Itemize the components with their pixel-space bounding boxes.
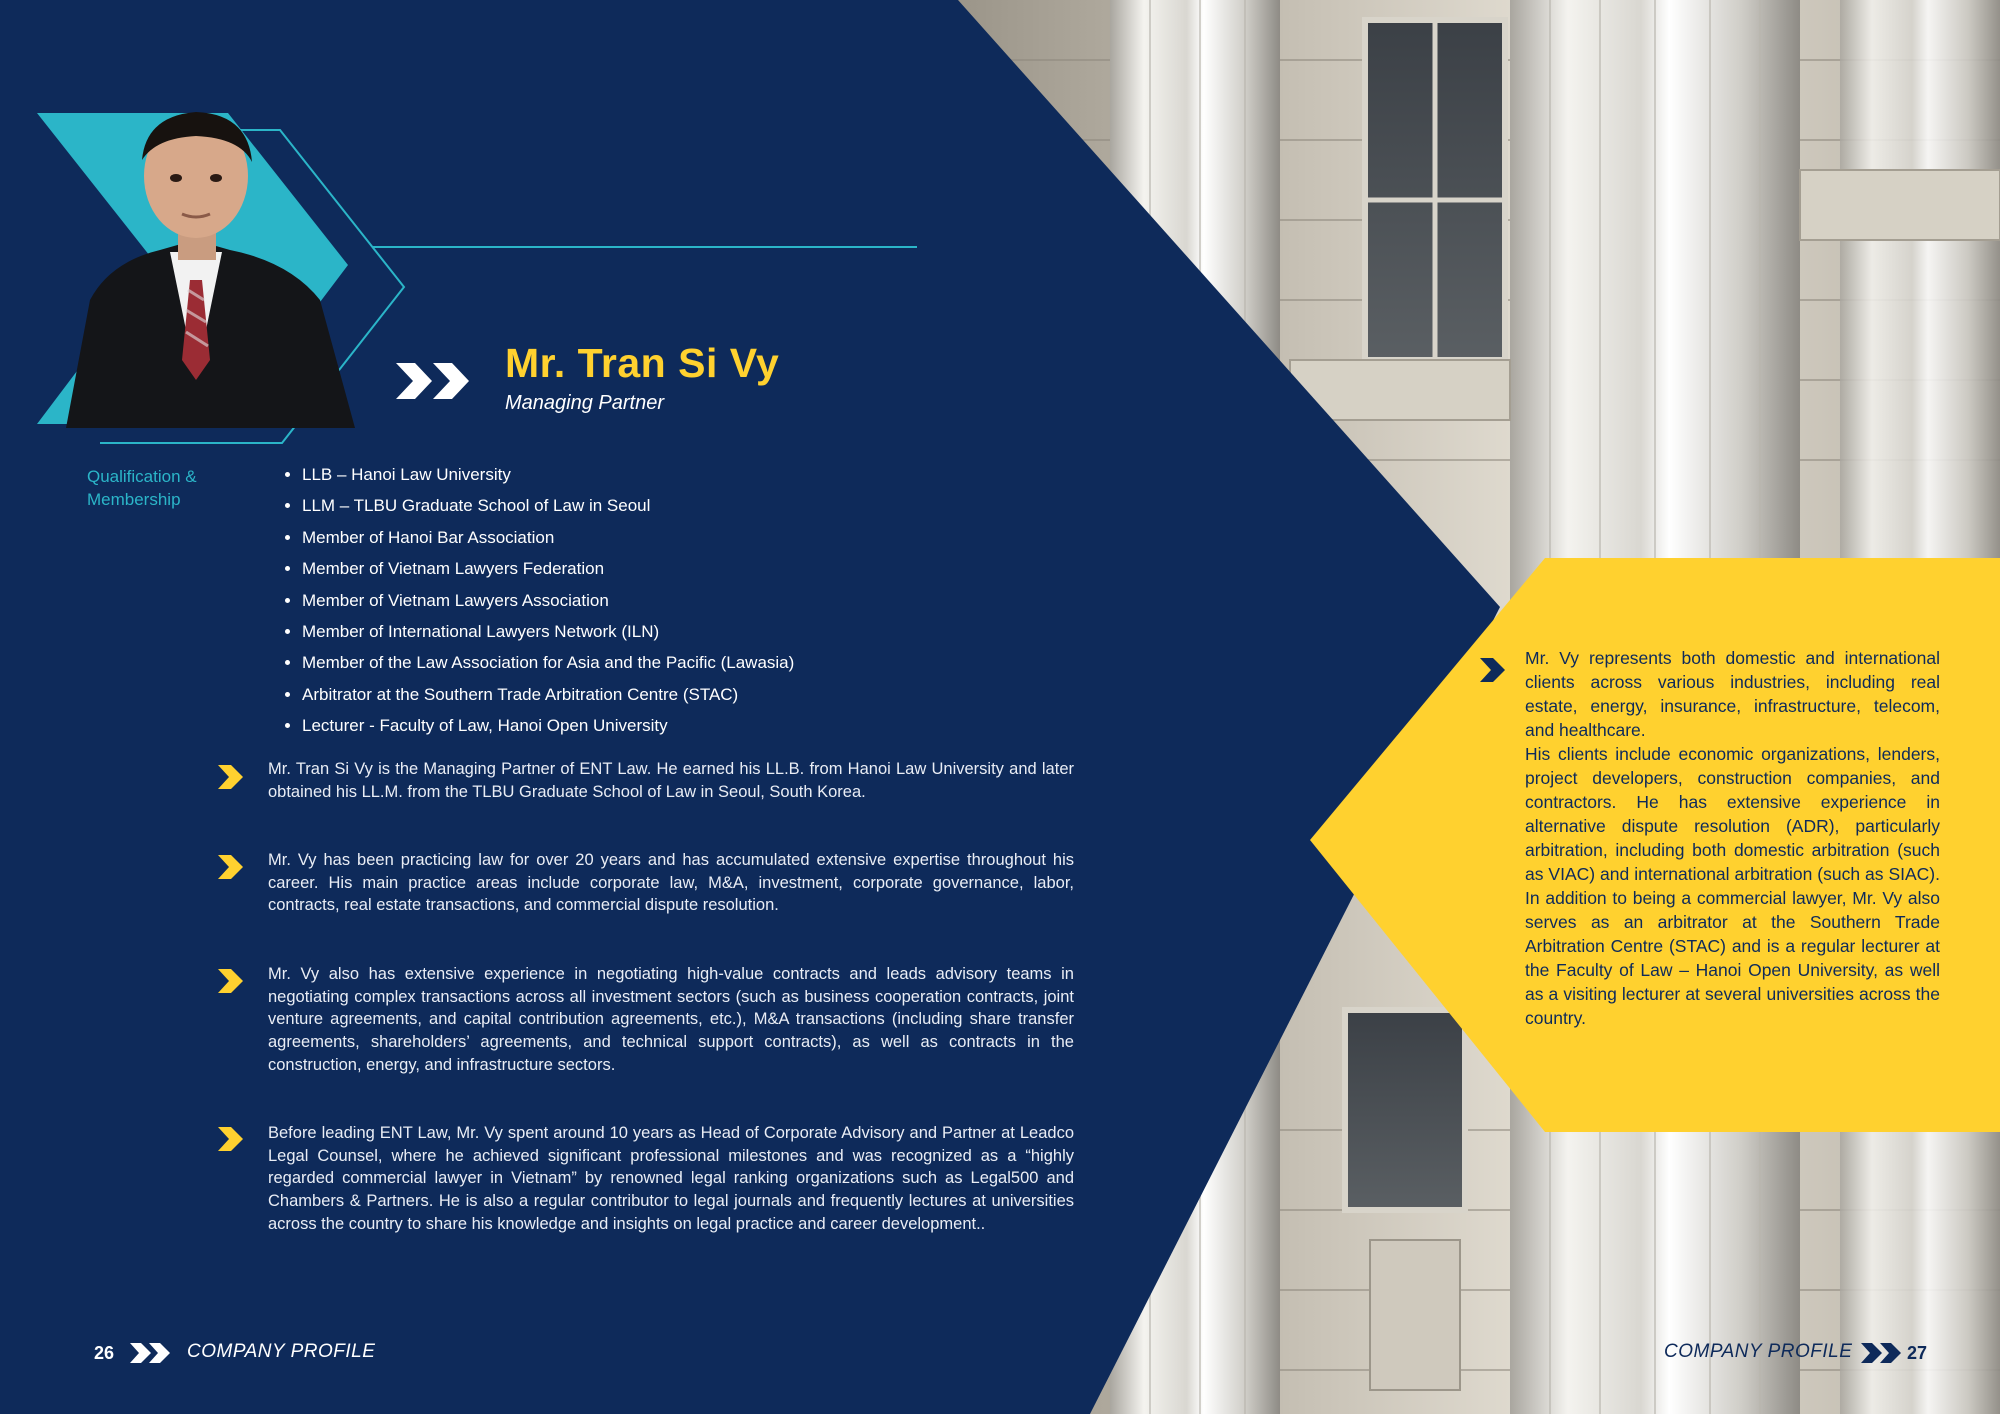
- person-name: Mr. Tran Si Vy: [505, 340, 780, 386]
- biography-paragraph-4: Before leading ENT Law, Mr. Vy spent around 10 years as Head of Corporate Advisory and Partner at Leadco Legal Counsel, where he achieved significant professional milestones and was recognized as a “highly regarded commercial lawyer in Vietnam” by renowned legal ranking organizations such as Legal500 and Chambers & Partners. He is also a regular contributor to legal journals and frequently lectures at universities across the country to share his knowledge and insights on legal practice and career development..: [268, 1124, 1074, 1233]
- footer-right-label: COMPANY PROFILE: [1664, 1341, 1853, 1362]
- qualification-item: • LLB – Hanoi Law University: [302, 462, 794, 493]
- qualification-item: • Member of Vietnam Lawyers Association: [302, 588, 794, 619]
- footer-left-page-number: 26: [94, 1343, 115, 1363]
- biography-paragraph-3: Mr. Vy also has extensive experience in negotiating high-value contracts and leads advisory teams in negotiating complex transactions across all investment sectors (such as business cooperation contracts, joint venture agreements, and capital contribution agreements, etc.), M&A transactions (including share transfer agreements, shareholders’ agreements, and technical support contracts), as well as contracts in the construction, energy, and infrastructure sectors.: [268, 965, 1074, 1074]
- footer-right-page-number: 27: [1907, 1343, 1928, 1363]
- qualification-item: • Arbitrator at the Southern Trade Arbitration Centre (STAC): [302, 682, 794, 713]
- qualification-item: • Member of Hanoi Bar Association: [302, 525, 794, 556]
- biography-paragraph-2: Mr. Vy has been practicing law for over 20 years and has accumulated extensive expertise throughout his career. His main practice areas include corporate law, M&A, investment, corporate governance, labor, contracts, real estate transactions, and commercial dispute resolution.: [268, 851, 1074, 915]
- qualification-item: • LLM – TLBU Graduate School of Law in Seoul: [302, 493, 794, 524]
- footer-left-label: COMPANY PROFILE: [187, 1341, 376, 1362]
- qualification-item: • Member of Vietnam Lawyers Federation: [302, 556, 794, 587]
- highlight-paragraph-2: His clients include economic organizations, lenders, project developers, construction companies, and contractors. He has extensive experience in alternative dispute resolution (ADR), particularly arbitration, including both domestic arbitration (such as VIAC) and international arbitration (such as SIAC). In addition to being a commercial lawyer, Mr. Vy also serves as an arbitrator at the Southern Trade Arbitration Centre (STAC) and is a regular lecturer at the Faculty of Law – Hanoi Open University, as well as a visiting lecturer at several universities across the country.: [1525, 744, 1940, 1028]
- person-title: Managing Partner: [505, 392, 664, 414]
- qualification-item: • Member of International Lawyers Network (ILN): [302, 619, 794, 650]
- qualification-item: • Member of the Law Association for Asia and the Pacific (Lawasia): [302, 650, 794, 681]
- highlight-paragraph-1: Mr. Vy represents both domestic and international clients across various industries, including real estate, energy, insurance, infrastructure, telecom, and healthcare.: [1525, 648, 1940, 740]
- qualification-label: Qualification & Membership: [87, 467, 197, 509]
- qualification-item: • Lecturer - Faculty of Law, Hanoi Open University: [302, 713, 794, 744]
- biography-paragraph-1: Mr. Tran Si Vy is the Managing Partner of ENT Law. He earned his LL.B. from Hanoi Law University and later obtained his LL.M. from the TLBU Graduate School of Law in Seoul, South Korea.: [268, 760, 1074, 801]
- qualification-list: [282, 462, 794, 745]
- highlight-text: [1525, 646, 1940, 1030]
